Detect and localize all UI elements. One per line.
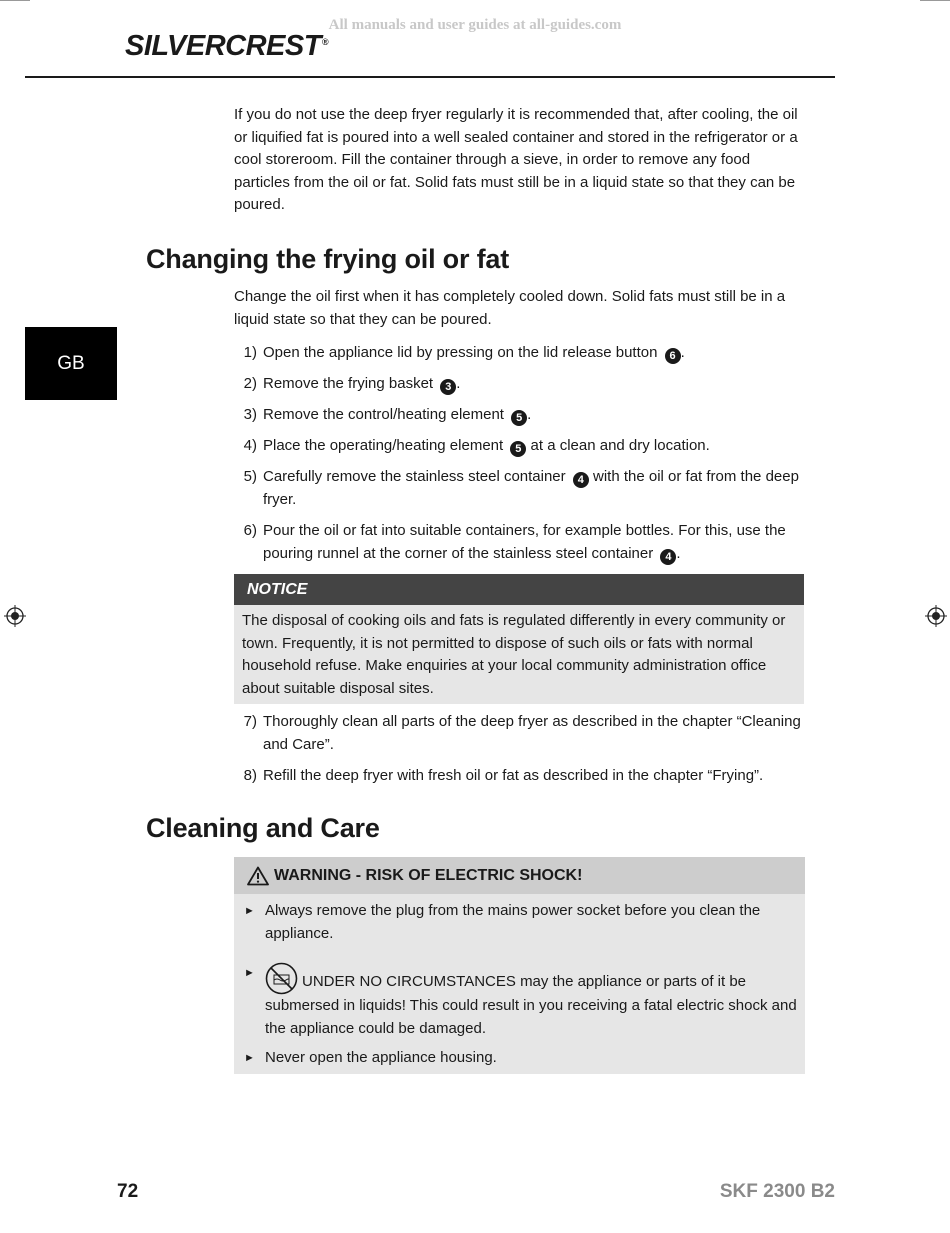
warning-item-text: UNDER NO CIRCUMSTANCES may the appliance or parts of it be submersed in liquids! This could result in you receiving a fatal electric shock and the appliance could be damaged. [265,973,797,1037]
warning-item-text: Never open the appliance housing. [265,1049,497,1067]
step-text: Open the appliance lid by pressing on the lid release button [263,344,658,361]
list-item [234,520,809,565]
step-number: 7) [243,713,257,730]
list-item [234,1047,805,1074]
warning-triangle-icon [247,866,269,886]
step-text-after: at a clean and dry location. [526,437,710,455]
step-text: Place the operating/heating element [263,437,504,455]
registration-mark-icon [925,605,947,627]
section-lead: Change the oil first when it has completely cooled down. Solid fats must still be in a liquid state so that they can be poured. [234,288,786,328]
part-number-badge: 4 [573,472,589,488]
crop-mark [0,0,30,1]
list-item [234,900,805,945]
warning-item-text: Always remove the plug from the mains power socket before you clean the appliance. [265,902,761,942]
part-number-badge: 5 [510,441,526,457]
step-text-after: . [676,544,681,562]
section-title-cleaning-care: Cleaning and Care [146,813,380,843]
notice-box [234,574,804,704]
step-text: Remove the frying basket [263,375,434,393]
list-item [234,404,809,427]
notice-text: The disposal of cooking oils and fats is regulated differently in every community or town. Frequently, it is not permitted to dispose of such oils or fats with normal household refuse. Make enquiries at your local community administration office about suitable disposal sites. [234,605,804,704]
list-item [234,435,809,458]
step-text-after: . [456,375,461,393]
arrow-bullet-icon: ► [244,905,255,917]
page-number: 72 [117,1181,139,1202]
warning-box [234,857,805,1074]
step-number: 2) [243,375,257,393]
registration-mark-icon [4,605,26,627]
warning-header [234,857,805,894]
model-number: SKF 2300 B2 [719,1181,835,1202]
brand-name: SILVERCREST [125,30,321,62]
step-text-after: . [527,406,532,424]
warning-title: WARNING - RISK OF ELECTRIC SHOCK! [274,866,583,884]
step-text: Remove the control/heating element [263,406,504,424]
list-item [234,711,809,756]
step-number: 3) [243,406,257,424]
no-submerge-icon [265,962,298,995]
intro-paragraph: If you do not use the deep fryer regularly it is recommended that, after cooling, the oil or liquified fat is poured into a well sealed container and stored in the refrigerator or a cool storeroom. Fill the container through a sieve, in order to remove any food particles from the oil or fat. Solid fats must still be in a liquid state so that they can be poured. [234,106,798,214]
list-item [234,373,809,396]
part-number-badge: 3 [440,379,456,395]
brand-logo [125,30,328,63]
step-number: 1) [243,344,257,361]
section-title-changing-oil: Changing the frying oil or fat [146,244,509,274]
step-text: Thoroughly clean all parts of the deep fryer as described in the chapter “Cleaning and Care”. [263,713,801,753]
step-number: 5) [243,468,257,486]
steps-list-b [234,711,809,796]
step-text: Pour the oil or fat into suitable containers, for example bottles. For this, use the pouring runnel at the corner of the stainless steel container [263,522,786,562]
step-text-after: with the oil or fat from the deep fryer. [263,468,799,508]
language-tab [25,327,117,400]
crop-mark [920,0,950,1]
registered-mark: ® [321,37,329,47]
step-number: 6) [243,522,257,540]
part-number-badge: 4 [660,549,676,565]
list-item [234,466,809,511]
step-text: Refill the deep fryer with fresh oil or fat as described in the chapter “Frying”. [263,766,764,784]
part-number-badge: 5 [511,410,527,426]
list-item [234,765,809,788]
list-item [234,342,809,365]
notice-title: NOTICE [234,574,804,605]
language-tab-label: GB [57,352,85,374]
steps-list-a [234,342,809,574]
header-rule [25,76,835,78]
arrow-bullet-icon: ► [244,1052,255,1065]
arrow-bullet-icon: ► [244,967,255,980]
step-text-after: . [680,344,685,361]
part-number-badge: 6 [665,348,681,364]
watermark: All manuals and user guides at all-guides.com [328,17,622,33]
step-number: 4) [243,437,257,455]
list-item [234,962,805,1040]
step-number: 8) [243,766,257,784]
step-text: Carefully remove the stainless steel container [263,468,566,486]
